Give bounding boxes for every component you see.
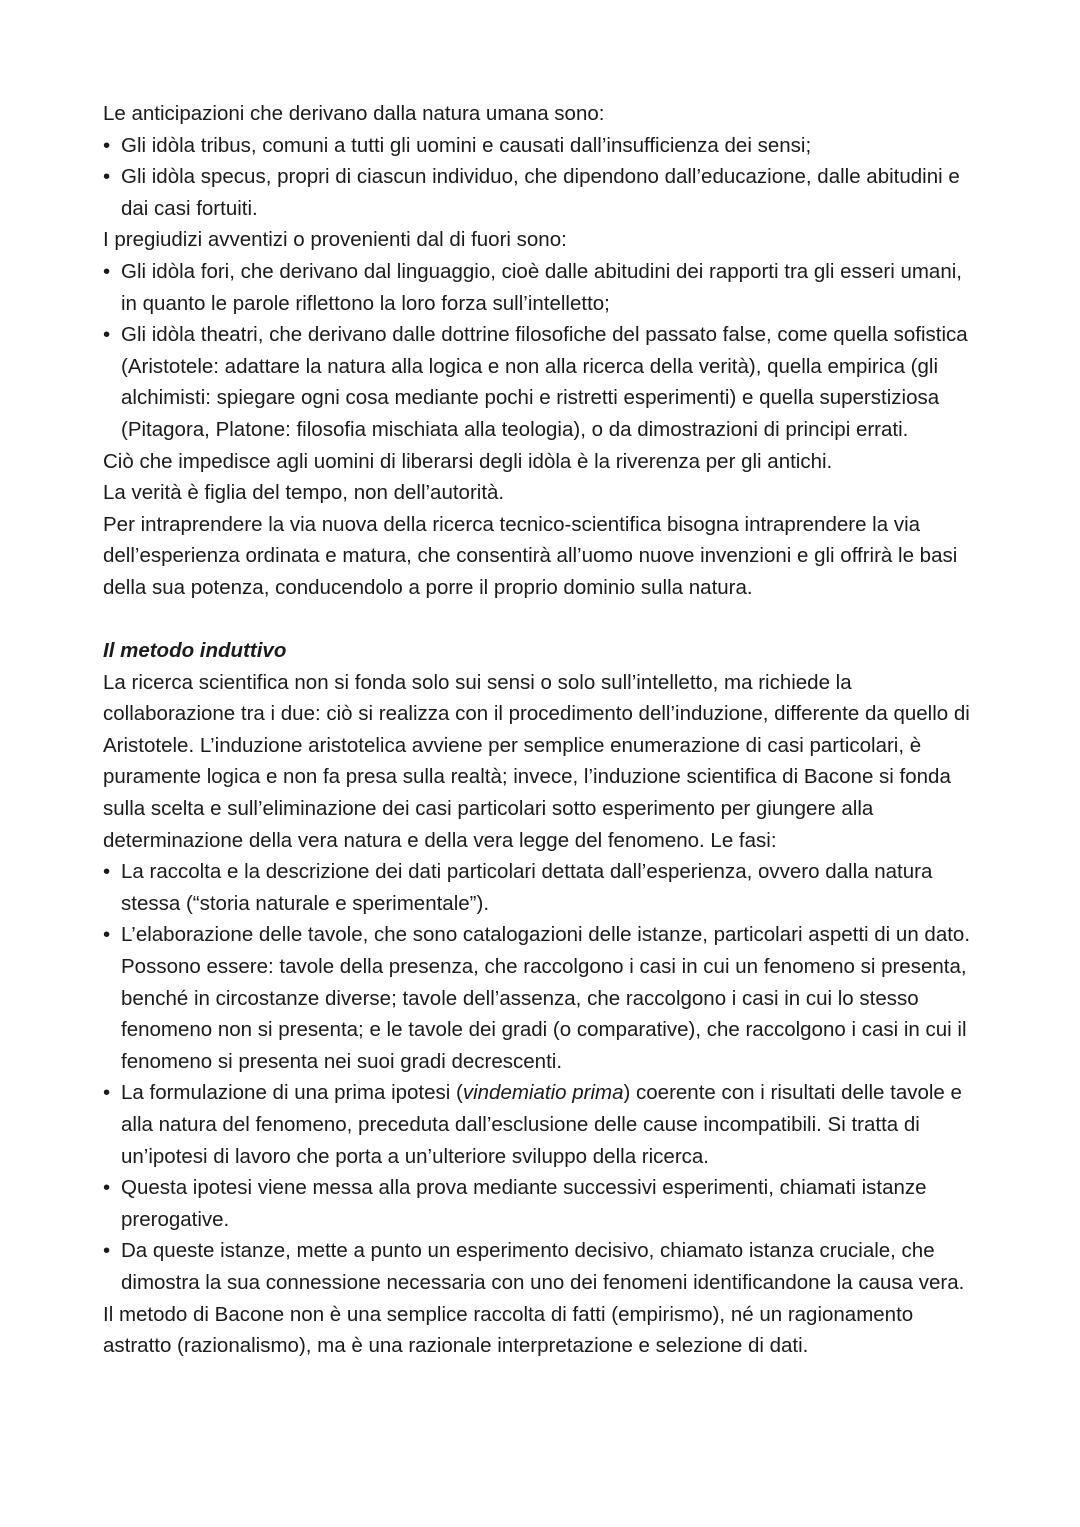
section-heading: Il metodo induttivo xyxy=(103,639,287,663)
external-idola-list xyxy=(103,256,983,446)
list-item-phase-prerogative xyxy=(103,1172,983,1235)
list-item-text: L’elaborazione delle tavole, che sono catalogazioni delle istanze, particolari aspetti di un dato. Possono essere: tavole della presenza, che raccolgono i casi in cui un fenomeno si presenta, benché in circostanze diverse; tavole dell’assenza, che raccolgono i casi in cui lo stesso fenomeno non si presenta; e le tavole dei gradi (o comparative), che raccolgono i casi in cui il fenomeno si presenta nei suoi gradi decrescenti. xyxy=(121,923,971,1073)
list-item-text: Questa ipotesi viene messa alla prova mediante successivi esperimenti, chiamati istanze prerogative. xyxy=(121,1176,927,1231)
list-item-text xyxy=(121,1081,962,1167)
bullet-icon: • xyxy=(103,1176,111,1200)
conclusion-paragraph: Il metodo di Bacone non è una semplice raccolta di fatti (empirismo), né un ragionamento astratto (razionalismo), ma è una razionale interpretazione e selezione di dati. xyxy=(103,1302,914,1358)
latin-term: vindemiatio prima xyxy=(462,1081,624,1105)
bullet-icon: • xyxy=(103,165,111,189)
bullet-icon: • xyxy=(103,923,111,947)
induction-phases-list xyxy=(103,856,983,1298)
new-way-paragraph: Per intraprendere la via nuova della ricerca tecnico-scientifica bisogna intraprendere la via dell’esperienza ordinata e matura, che consentirà all’uomo nuove invenzioni e gli offrirà le basi della sua potenza, conducendolo a porre il proprio dominio sulla natura. xyxy=(103,512,958,599)
list-item-text: Gli idòla tribus, comuni a tutti gli uomini e causati dall’insufficienza dei sensi; xyxy=(121,133,812,157)
document-page xyxy=(103,98,983,1362)
natural-anticipations-intro: Le anticipazioni che derivano dalla natura umana sono: xyxy=(103,102,605,125)
reverence-paragraph: Ciò che impedisce agli uomini di liberarsi degli idòla è la riverenza per gli antichi. xyxy=(103,449,833,473)
list-item-phase-tables xyxy=(103,919,983,1077)
list-item-text: Gli idòla theatri, che derivano dalle dottrine filosofiche del passato false, come quella sofistica (Aristotele: adattare la natura alla logica e non alla ricerca della verità), quella empirica (gli alchimisti: spiegare ogni cosa mediante pochi e ristretti esperimenti) e quella superstiziosa (Pitagora, Platone: filosofia mischiata alla teologia), o da dimostrazioni di principi errati. xyxy=(121,323,968,441)
external-prejudices-intro: I pregiudizi avventizi o provenienti dal di fuori sono: xyxy=(103,228,567,252)
bullet-icon: • xyxy=(103,259,111,283)
list-item-phase-collection xyxy=(103,856,983,919)
list-item-idola-specus xyxy=(103,161,983,224)
bullet-icon: • xyxy=(103,1239,111,1263)
list-item-phase-hypothesis xyxy=(103,1077,983,1172)
list-item-idola-tribus xyxy=(103,130,983,162)
bullet-icon: • xyxy=(103,1081,111,1105)
list-item-text: Gli idòla fori, che derivano dal linguaggio, cioè dalle abitudini dei rapporti tra gli esseri umani, in quanto le parole riflettono la loro forza sull’intelletto; xyxy=(121,259,962,315)
truth-paragraph: La verità è figlia del tempo, non dell’autorità. xyxy=(103,481,505,505)
bullet-icon: • xyxy=(103,323,111,347)
list-item-text: Gli idòla specus, propri di ciascun individuo, che dipendono dall’educazione, dalle abitudini e dai casi fortuiti. xyxy=(121,165,960,220)
bullet-icon: • xyxy=(103,133,111,157)
induction-intro-paragraph: La ricerca scientifica non si fonda solo sui sensi o solo sull’intelletto, ma richiede la collaborazione tra i due: ciò si realizza con il procedimento dell’induzione, differente da quello di Aristotele. L’induzione aristotelica avviene per semplice enumerazione di casi particolari, è puramente logica e non fa presa sulla realtà; invece, l’induzione scientifica di Bacone si fonda sulla scelta e sull’eliminazione dei casi particolari sotto esperimento per giungere alla determinazione della vera natura e della vera legge del fenomeno. Le fasi: xyxy=(103,670,970,852)
text-segment: La formulazione di una prima ipotesi ( xyxy=(121,1081,463,1105)
list-item-idola-theatri xyxy=(103,319,983,445)
list-item-text: Da queste istanze, mette a punto un esperimento decisivo, chiamato istanza cruciale, che dimostra la sua connessione necessaria con uno dei fenomeni identificandone la causa vera. xyxy=(121,1239,965,1294)
natural-idola-list xyxy=(103,130,983,225)
text-segment: ) coerente con i risultati delle tavole e alla natura del fenomeno, preceduta dall’esclusione delle cause incompatibili. Si tratta di un’ipotesi di lavoro che porta a un’ulteriore sviluppo della ricerca. xyxy=(121,1081,962,1168)
list-item-text: La raccolta e la descrizione dei dati particolari dettata dall’esperienza, ovvero dalla natura stessa (“storia naturale e sperimentale”). xyxy=(121,860,933,915)
bullet-icon: • xyxy=(103,860,111,884)
list-item-phase-crucial xyxy=(103,1235,983,1298)
section-spacer xyxy=(103,604,983,636)
list-item-idola-fori xyxy=(103,256,983,319)
